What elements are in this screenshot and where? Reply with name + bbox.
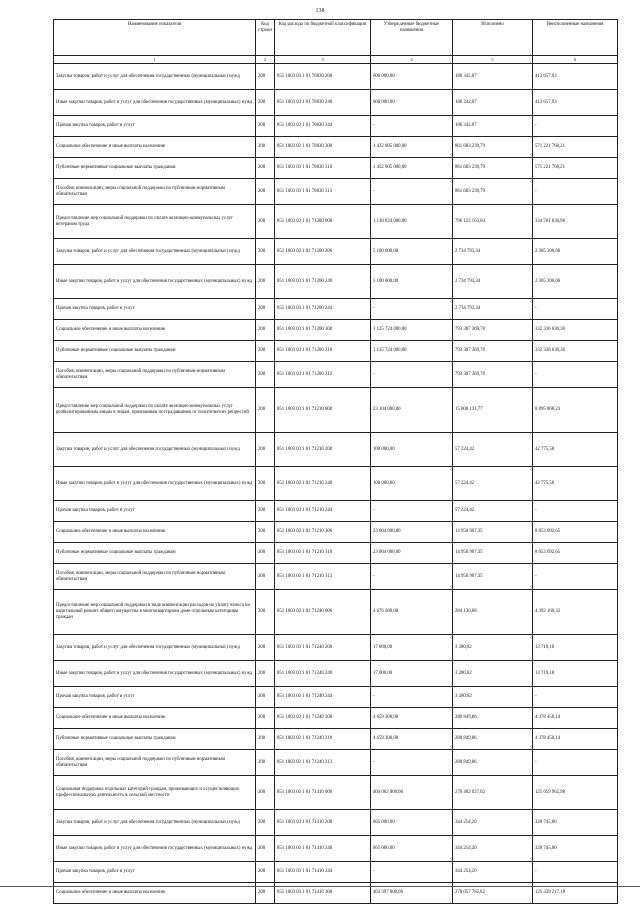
row-kbk: 851 1003 03 1 01 71200 000 xyxy=(275,205,371,239)
row-line-code: 200 xyxy=(256,729,275,750)
row-approved: 600 000,00 xyxy=(371,90,453,116)
row-line-code: 200 xyxy=(256,433,275,467)
row-kbk: 851 1003 03 1 01 71210 200 xyxy=(275,433,371,467)
table-row xyxy=(54,158,618,179)
row-name: Прочая закупка товаров, работ и услуг xyxy=(54,687,256,708)
row-line-code: 200 xyxy=(256,341,275,362)
row-name: Предоставление мер социальной поддержки в виде компенсации расходов на уплату взноса на капитальный ремонт общего имущества в многоквартирном доме отдельным категориям граждан xyxy=(54,590,256,635)
table-row xyxy=(54,708,618,729)
table-row xyxy=(54,299,618,320)
row-remaining: 320 745,80 xyxy=(533,810,618,836)
row-name: Прочая закупка товаров, работ и услуг xyxy=(54,501,256,522)
row-name: Пособия, компенсации, меры социальной поддержки по публичным нормативным обязательствам xyxy=(54,362,256,388)
row-approved: - xyxy=(371,750,453,776)
row-approved: 100 000,00 xyxy=(371,433,453,467)
row-line-code: 200 xyxy=(256,564,275,590)
row-remaining: - xyxy=(533,299,618,320)
row-name: Социальная поддержка отдельных категорий граждан, проживающих и осуществляющих профессиональную деятельность в сельской местности xyxy=(54,776,256,810)
column-number-row xyxy=(54,56,618,64)
row-kbk: 851 1003 03 1 01 71210 244 xyxy=(275,501,371,522)
row-approved: - xyxy=(371,179,453,205)
row-executed: 796 122 163,04 xyxy=(453,205,533,239)
row-line-code: 200 xyxy=(256,750,275,776)
row-executed: 57 224,42 xyxy=(453,433,533,467)
row-executed: 186 342,07 xyxy=(453,116,533,137)
table-row xyxy=(54,433,618,467)
row-approved: 1 432 905 000,00 xyxy=(371,137,453,158)
row-kbk: 851 1003 03 1 01 71410 300 xyxy=(275,883,371,904)
row-remaining: 13 719,18 xyxy=(533,661,618,687)
row-executed: 186 342,07 xyxy=(453,90,533,116)
row-approved: - xyxy=(371,564,453,590)
row-remaining: - xyxy=(533,564,618,590)
row-kbk: 851 1003 03 1 01 71200 200 xyxy=(275,239,371,265)
row-approved: - xyxy=(371,501,453,522)
row-remaining: 125 339 217,18 xyxy=(533,883,618,904)
row-remaining: 8 053 092,65 xyxy=(533,522,618,543)
row-line-code: 200 xyxy=(256,388,275,433)
row-kbk: 851 1003 03 1 01 70830 200 xyxy=(275,64,371,90)
row-remaining: 320 745,80 xyxy=(533,836,618,862)
row-line-code: 200 xyxy=(256,239,275,265)
row-executed: 3 280,82 xyxy=(453,687,533,708)
row-remaining: 42 775,58 xyxy=(533,467,618,501)
table-row xyxy=(54,590,618,635)
table-row xyxy=(54,205,618,239)
row-remaining: 334 701 836,96 xyxy=(533,205,618,239)
row-executed: 14 950 907,35 xyxy=(453,543,533,564)
row-remaining: - xyxy=(533,862,618,883)
row-name: Закупка товаров, работ и услуг для обеспечения государственных (муниципальных) нужд xyxy=(54,810,256,836)
table-row xyxy=(54,467,618,501)
column-number: 6 xyxy=(533,56,618,64)
row-line-code: 200 xyxy=(256,205,275,239)
row-executed: 793 387 369,70 xyxy=(453,362,533,388)
row-kbk: 851 1003 03 1 01 70830 240 xyxy=(275,90,371,116)
row-approved: - xyxy=(371,362,453,388)
row-kbk: 851 1003 03 1 01 71210 000 xyxy=(275,388,371,433)
table-row xyxy=(54,564,618,590)
row-approved: 4 659 300,00 xyxy=(371,729,453,750)
table-row xyxy=(54,116,618,137)
row-remaining: - xyxy=(533,116,618,137)
row-approved: 404 062 000,00 xyxy=(371,776,453,810)
row-executed: 793 387 369,70 xyxy=(453,320,533,341)
row-line-code: 200 xyxy=(256,635,275,661)
row-name: Иные закупки товаров, работ и услуг для обеспечения государственных (муниципальных) нужд xyxy=(54,265,256,299)
row-remaining: - xyxy=(533,179,618,205)
row-executed: 861 683 239,79 xyxy=(453,137,533,158)
budget-execution-table xyxy=(53,19,618,904)
row-executed: 280 849,86 xyxy=(453,729,533,750)
row-kbk: 851 1003 03 1 01 71210 313 xyxy=(275,564,371,590)
row-remaining: 413 657,93 xyxy=(533,64,618,90)
row-kbk: 851 1003 03 1 01 71240 300 xyxy=(275,708,371,729)
row-kbk: 851 1003 03 1 01 71410 200 xyxy=(275,810,371,836)
row-kbk: 851 1003 03 1 01 71240 313 xyxy=(275,750,371,776)
row-line-code: 200 xyxy=(256,522,275,543)
row-name: Прочая закупка товаров, работ и услуг xyxy=(54,116,256,137)
row-approved: 17 000,00 xyxy=(371,661,453,687)
row-kbk: 851 1003 03 1 01 71210 310 xyxy=(275,543,371,564)
row-line-code: 200 xyxy=(256,661,275,687)
row-kbk: 851 1003 03 1 01 71200 313 xyxy=(275,362,371,388)
row-executed: 861 683 239,79 xyxy=(453,179,533,205)
row-approved: 4 676 300,00 xyxy=(371,590,453,635)
row-remaining: 4 378 450,14 xyxy=(533,729,618,750)
row-line-code: 200 xyxy=(256,362,275,388)
row-approved: 665 000,00 xyxy=(371,836,453,862)
table-row xyxy=(54,522,618,543)
row-line-code: 200 xyxy=(256,64,275,90)
row-approved: 5 100 000,00 xyxy=(371,239,453,265)
row-approved: - xyxy=(371,862,453,883)
row-line-code: 200 xyxy=(256,883,275,904)
row-remaining: 571 221 760,21 xyxy=(533,158,618,179)
row-line-code: 200 xyxy=(256,862,275,883)
row-remaining: 8 053 092,65 xyxy=(533,543,618,564)
row-approved: 23 004 000,00 xyxy=(371,522,453,543)
row-line-code: 200 xyxy=(256,836,275,862)
row-approved: 4 659 300,00 xyxy=(371,708,453,729)
table-row xyxy=(54,320,618,341)
row-name: Социальное обеспечение и иные выплаты населению xyxy=(54,522,256,543)
row-line-code: 200 xyxy=(256,543,275,564)
row-line-code: 200 xyxy=(256,179,275,205)
row-name: Публичные нормативные социальные выплаты гражданам xyxy=(54,729,256,750)
row-kbk: 851 1003 03 1 01 71410 244 xyxy=(275,862,371,883)
row-executed: 186 342,07 xyxy=(453,64,533,90)
row-kbk: 851 1003 03 1 01 71410 000 xyxy=(275,776,371,810)
table-row xyxy=(54,729,618,750)
row-remaining: 4 392 169,32 xyxy=(533,590,618,635)
table-row xyxy=(54,750,618,776)
row-name: Закупка товаров, работ и услуг для обеспечения государственных (муниципальных) нужд xyxy=(54,64,256,90)
row-remaining: - xyxy=(533,750,618,776)
row-approved: 17 000,00 xyxy=(371,635,453,661)
row-executed: 280 849,86 xyxy=(453,750,533,776)
row-name: Предоставление мер социальной поддержки по оплате жилищно-коммунальных услуг реабилитированным лицам и лицам, признанным пострадавшими от политических репрессий xyxy=(54,388,256,433)
row-name: Прочая закупка товаров, работ и услуг xyxy=(54,299,256,320)
header-code: Код строки xyxy=(256,20,275,56)
header-executed: Исполнено xyxy=(453,20,533,56)
row-executed: 14 950 907,35 xyxy=(453,564,533,590)
row-name: Социальное обеспечение и иные выплаты населению xyxy=(54,883,256,904)
row-executed: 2 734 793,34 xyxy=(453,299,533,320)
row-approved: 665 000,00 xyxy=(371,810,453,836)
row-line-code: 200 xyxy=(256,810,275,836)
column-number: 2 xyxy=(256,56,275,64)
table-row xyxy=(54,239,618,265)
row-remaining: - xyxy=(533,362,618,388)
row-name: Пособия, компенсации, меры социальной поддержки по публичным нормативным обязательствам xyxy=(54,179,256,205)
header-remaining: Неисполненные назначения xyxy=(533,20,618,56)
row-line-code: 200 xyxy=(256,708,275,729)
row-executed: 3 280,82 xyxy=(453,661,533,687)
row-executed: 2 734 793,34 xyxy=(453,265,533,299)
row-line-code: 200 xyxy=(256,158,275,179)
row-executed: 278 402 037,02 xyxy=(453,776,533,810)
row-executed: 793 387 369,70 xyxy=(453,341,533,362)
table-row xyxy=(54,64,618,90)
row-remaining: - xyxy=(533,501,618,522)
column-number: 5 xyxy=(453,56,533,64)
header-kbk: Код расхода по бюджетной классификации xyxy=(275,20,371,56)
row-executed: 57 224,42 xyxy=(453,467,533,501)
table-body xyxy=(54,64,618,904)
row-remaining: 125 659 962,98 xyxy=(533,776,618,810)
row-kbk: 851 1003 03 1 01 71410 240 xyxy=(275,836,371,862)
row-approved: - xyxy=(371,687,453,708)
header-name: Наименование показателя xyxy=(54,20,256,56)
row-executed: 3 280,82 xyxy=(453,635,533,661)
header-approved: Утвержденные бюджетные назначения xyxy=(371,20,453,56)
row-name: Закупка товаров, работ и услуг для обеспечения государственных (муниципальных) нужд xyxy=(54,433,256,467)
row-line-code: 200 xyxy=(256,116,275,137)
row-executed: 15 008 131,77 xyxy=(453,388,533,433)
table-row xyxy=(54,179,618,205)
row-executed: 2 734 793,34 xyxy=(453,239,533,265)
table-row xyxy=(54,543,618,564)
row-remaining: 332 336 630,30 xyxy=(533,320,618,341)
row-remaining: 8 095 868,23 xyxy=(533,388,618,433)
column-number: 1 xyxy=(54,56,256,64)
row-executed: 280 849,86 xyxy=(453,708,533,729)
column-number: 4 xyxy=(371,56,453,64)
row-name: Закупка товаров, работ и услуг для обеспечения государственных (муниципальных) нужд xyxy=(54,239,256,265)
row-approved: 403 397 000,00 xyxy=(371,883,453,904)
table-row xyxy=(54,862,618,883)
table-row xyxy=(54,687,618,708)
row-name: Иные закупки товаров, работ и услуг для обеспечения государственных (муниципальных) нужд xyxy=(54,467,256,501)
row-name: Иные закупки товаров, работ и услуг для обеспечения государственных (муниципальных) нужд xyxy=(54,661,256,687)
table-header-row xyxy=(54,20,618,56)
row-remaining: 42 775,58 xyxy=(533,433,618,467)
row-name: Социальное обеспечение и иные выплаты населению xyxy=(54,320,256,341)
row-name: Закупка товаров, работ и услуг для обеспечения государственных (муниципальных) нужд xyxy=(54,635,256,661)
row-line-code: 200 xyxy=(256,501,275,522)
row-kbk: 851 1003 03 1 01 71210 240 xyxy=(275,467,371,501)
row-approved: 600 000,00 xyxy=(371,64,453,90)
table-row xyxy=(54,635,618,661)
row-remaining: - xyxy=(533,687,618,708)
row-executed: 344 254,20 xyxy=(453,810,533,836)
row-remaining: 2 365 206,66 xyxy=(533,265,618,299)
row-approved: 23 004 000,00 xyxy=(371,543,453,564)
row-kbk: 851 1003 03 1 01 70830 244 xyxy=(275,116,371,137)
row-executed: 284 130,68 xyxy=(453,590,533,635)
row-name: Публичные нормативные социальные выплаты гражданам xyxy=(54,543,256,564)
row-approved: 5 100 000,00 xyxy=(371,265,453,299)
table-row xyxy=(54,836,618,862)
page-number: 138 xyxy=(315,8,325,14)
table-row xyxy=(54,810,618,836)
table-row xyxy=(54,265,618,299)
row-name: Пособия, компенсации, меры социальной поддержки по публичным нормативным обязательствам xyxy=(54,564,256,590)
row-line-code: 200 xyxy=(256,467,275,501)
row-name: Предоставление мер социальной поддержки по оплате жилищно-коммунальных услуг ветеранам труда xyxy=(54,205,256,239)
row-kbk: 851 1003 03 1 01 71200 240 xyxy=(275,265,371,299)
row-kbk: 851 1003 03 1 01 71240 200 xyxy=(275,635,371,661)
row-approved: 1 130 824 000,00 xyxy=(371,205,453,239)
row-line-code: 200 xyxy=(256,320,275,341)
row-kbk: 851 1003 03 1 01 70830 313 xyxy=(275,179,371,205)
row-executed: 14 950 907,35 xyxy=(453,522,533,543)
row-name: Публичные нормативные социальные выплаты гражданам xyxy=(54,341,256,362)
row-approved: 1 125 724 000,00 xyxy=(371,320,453,341)
table-row xyxy=(54,362,618,388)
row-name: Иные закупки товаров, работ и услуг для обеспечения государственных (муниципальных) нужд xyxy=(54,90,256,116)
row-kbk: 851 1003 03 1 01 71210 300 xyxy=(275,522,371,543)
row-executed: 344 254,20 xyxy=(453,836,533,862)
row-line-code: 200 xyxy=(256,137,275,158)
row-line-code: 200 xyxy=(256,299,275,320)
table-row xyxy=(54,388,618,433)
row-name: Социальное обеспечение и иные выплаты населению xyxy=(54,137,256,158)
row-line-code: 200 xyxy=(256,265,275,299)
row-kbk: 851 1003 03 1 01 70830 300 xyxy=(275,137,371,158)
row-remaining: 2 365 206,66 xyxy=(533,239,618,265)
table-row xyxy=(54,776,618,810)
row-approved: - xyxy=(371,299,453,320)
table-row xyxy=(54,661,618,687)
row-executed: 344 254,20 xyxy=(453,862,533,883)
row-kbk: 851 1003 03 1 01 71240 310 xyxy=(275,729,371,750)
row-name: Прочая закупка товаров, работ и услуг xyxy=(54,862,256,883)
row-kbk: 851 1003 03 1 01 71240 000 xyxy=(275,590,371,635)
row-line-code: 200 xyxy=(256,590,275,635)
row-executed: 278 057 782,82 xyxy=(453,883,533,904)
row-remaining: 4 378 450,14 xyxy=(533,708,618,729)
row-remaining: 571 221 760,21 xyxy=(533,137,618,158)
bottom-rule xyxy=(0,886,640,887)
row-kbk: 851 1003 03 1 01 71200 244 xyxy=(275,299,371,320)
column-number: 3 xyxy=(275,56,371,64)
table-row xyxy=(54,90,618,116)
row-approved: 100 000,00 xyxy=(371,467,453,501)
row-executed: 57 224,42 xyxy=(453,501,533,522)
row-kbk: 851 1003 03 1 01 71240 244 xyxy=(275,687,371,708)
table-row xyxy=(54,341,618,362)
row-name: Социальное обеспечение и иные выплаты населению xyxy=(54,708,256,729)
row-approved: - xyxy=(371,116,453,137)
row-approved: 23 104 000,00 xyxy=(371,388,453,433)
row-kbk: 851 1003 03 1 01 71240 240 xyxy=(275,661,371,687)
row-approved: 1 432 905 000,00 xyxy=(371,158,453,179)
row-remaining: 332 336 630,30 xyxy=(533,341,618,362)
row-kbk: 851 1003 03 1 01 70830 310 xyxy=(275,158,371,179)
row-name: Публичные нормативные социальные выплаты гражданам xyxy=(54,158,256,179)
row-kbk: 851 1003 03 1 01 71200 310 xyxy=(275,341,371,362)
row-name: Пособия, компенсации, меры социальной поддержки по публичным нормативным обязательствам xyxy=(54,750,256,776)
table-row xyxy=(54,137,618,158)
row-line-code: 200 xyxy=(256,90,275,116)
row-executed: 861 683 239,79 xyxy=(453,158,533,179)
row-kbk: 851 1003 03 1 01 71200 300 xyxy=(275,320,371,341)
row-line-code: 200 xyxy=(256,776,275,810)
row-approved: 1 125 724 000,00 xyxy=(371,341,453,362)
row-line-code: 200 xyxy=(256,687,275,708)
row-name: Иные закупки товаров, работ и услуг для обеспечения государственных (муниципальных) нужд xyxy=(54,836,256,862)
row-remaining: 13 719,18 xyxy=(533,635,618,661)
table-row xyxy=(54,501,618,522)
row-remaining: 413 657,93 xyxy=(533,90,618,116)
